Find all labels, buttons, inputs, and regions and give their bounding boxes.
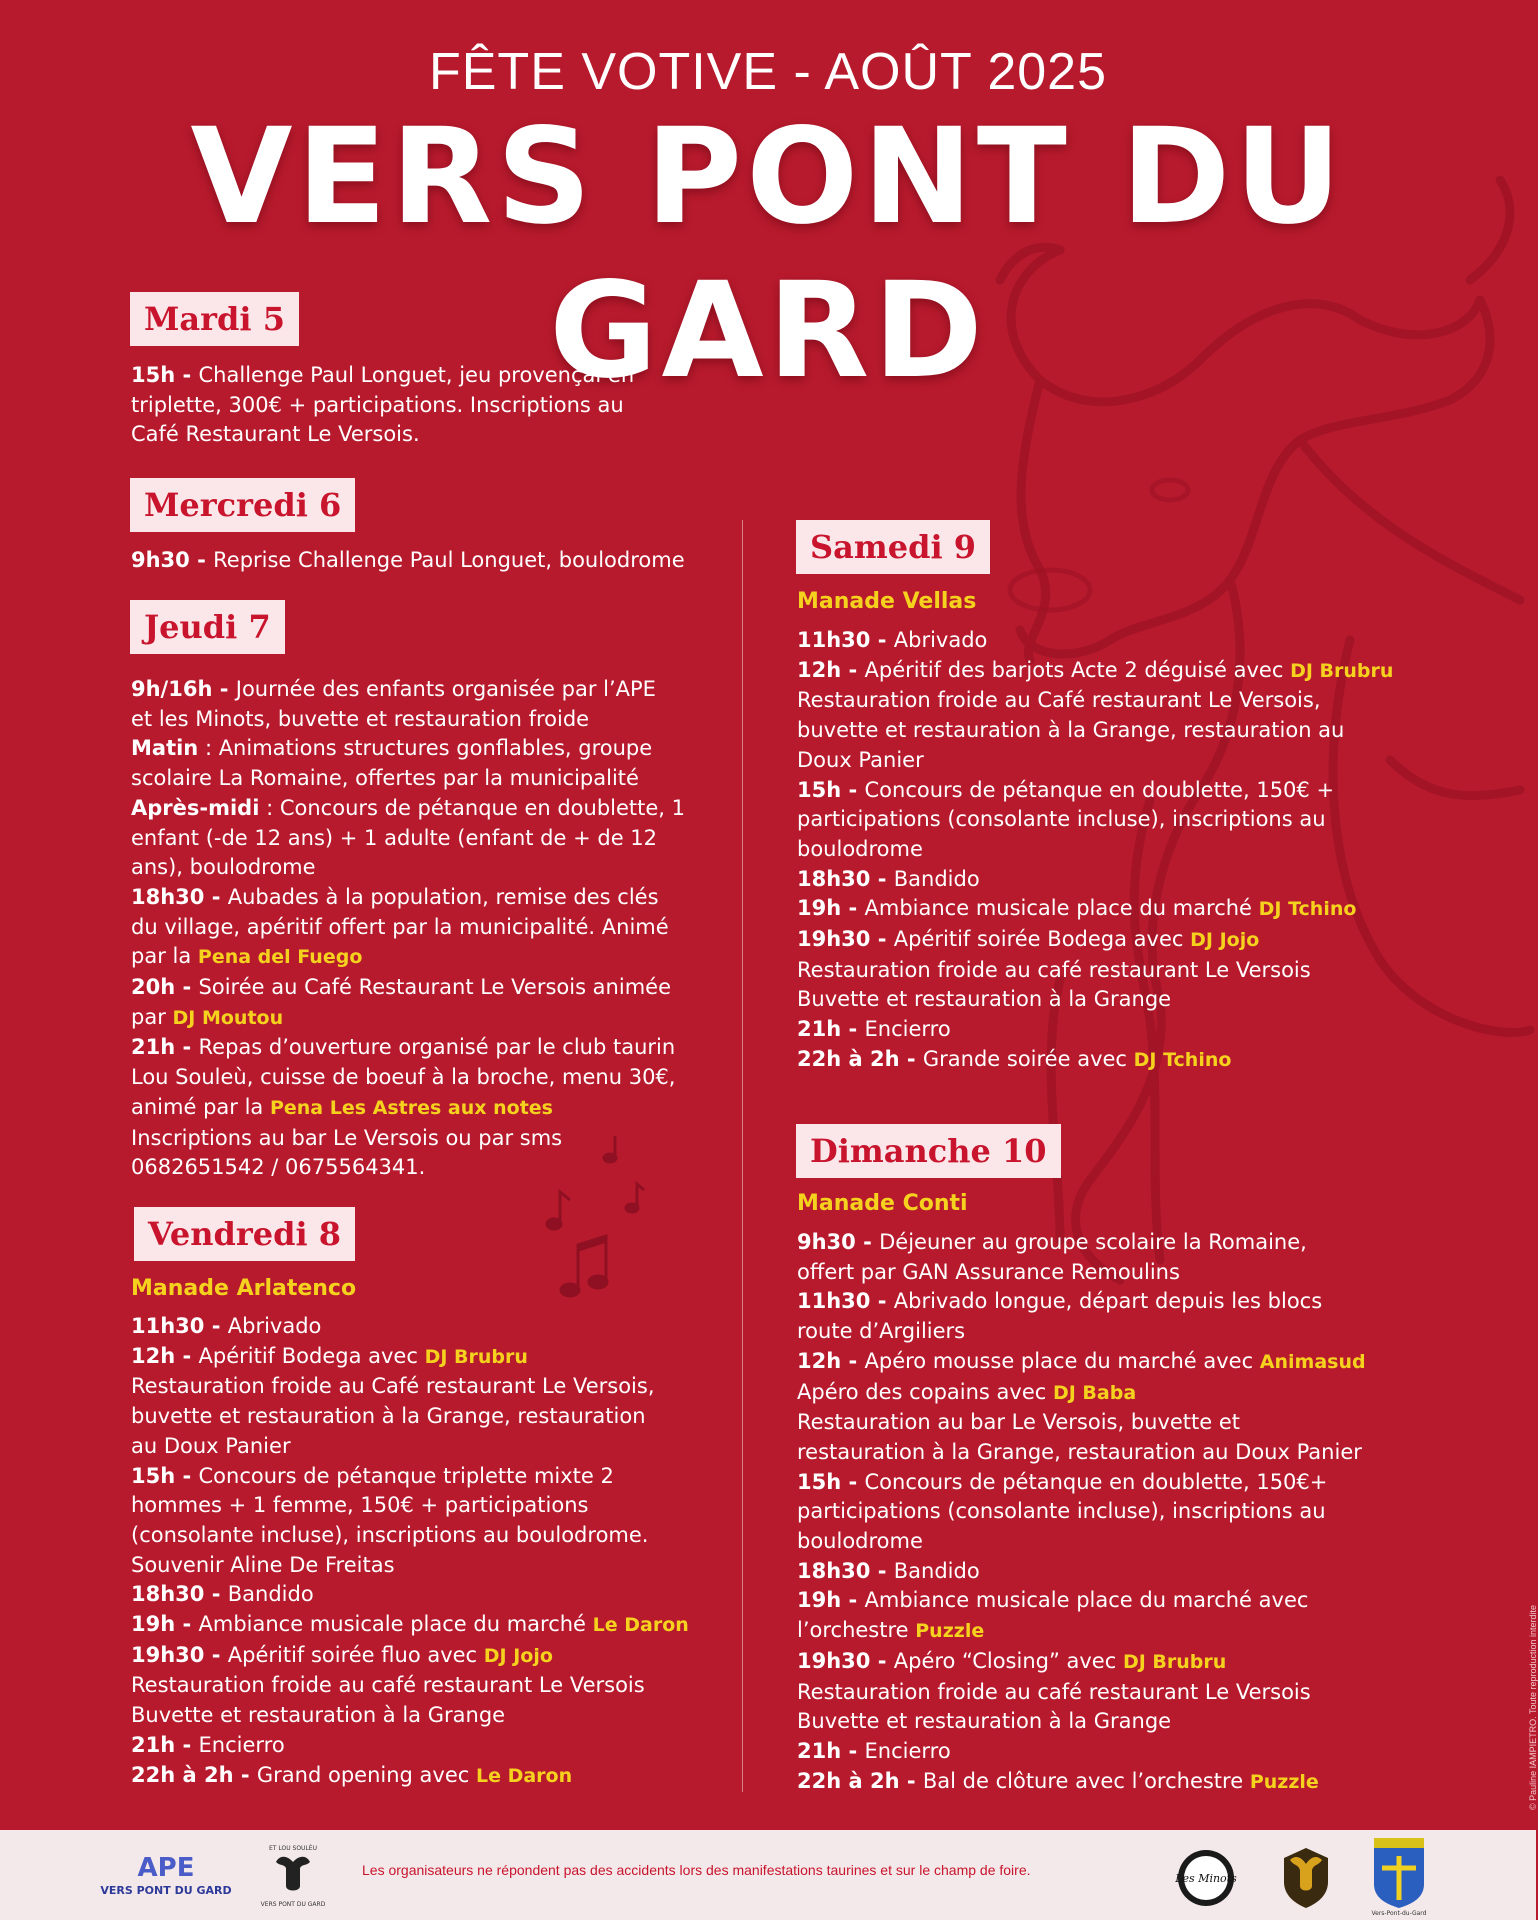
line-text: buvette et restauration à la Grange, restauration — [131, 1404, 646, 1429]
line-text: Aubades à la population, remise des clés — [227, 884, 659, 909]
schedule-dimanche — [797, 1228, 1366, 1797]
club-taurin-logo — [258, 1840, 328, 1912]
line-text: Apéro mousse place du marché avec — [864, 1348, 1260, 1373]
performer-name: Puzzle — [1249, 1770, 1319, 1793]
line-text: Inscriptions au bar Le Versois ou par sms — [131, 1125, 563, 1150]
time-label: 15h - — [797, 1469, 865, 1494]
time-label: 18h30 - — [797, 1558, 894, 1583]
schedule-line — [131, 1372, 689, 1402]
time-label: 21h - — [797, 1738, 865, 1763]
line-text: Buvette et restauration à la Grange — [131, 1703, 506, 1728]
line-text: Ambiance musicale place du marché — [198, 1612, 593, 1637]
schedule-line — [131, 1003, 685, 1034]
event-subtitle: FÊTE VOTIVE - AOÛT 2025 — [428, 43, 1108, 101]
ape-logo — [100, 1848, 232, 1904]
schedule-line — [131, 1033, 685, 1063]
schedule-line — [797, 1497, 1366, 1527]
time-label: 11h30 - — [131, 1314, 228, 1338]
schedule-line — [131, 734, 685, 764]
line-text: Grande soirée avec — [922, 1046, 1134, 1071]
line-text: Reprise Challenge Paul Longuet, boulodrome — [213, 548, 685, 572]
line-text: offert par GAN Assurance Remoulins — [797, 1259, 1180, 1284]
day-label-jeudi: Jeudi 7 — [130, 600, 285, 654]
time-label: 15h - — [797, 777, 865, 802]
schedule-line — [131, 883, 685, 913]
schedule-line — [797, 1678, 1366, 1708]
schedule-line — [797, 1045, 1393, 1076]
club-logo-bottom: VERS PONT DU GARD — [260, 1901, 326, 1908]
line-text: Grand opening avec — [256, 1762, 476, 1787]
performer-name: DJ Tchino — [1133, 1048, 1232, 1071]
schedule-line — [797, 1378, 1366, 1409]
schedule-line — [131, 1521, 689, 1551]
line-text: scolaire La Romaine, offertes par la municipalité — [131, 766, 639, 791]
time-label: 20h - — [131, 975, 199, 1000]
schedule-line — [797, 835, 1393, 865]
schedule-vendredi — [131, 1312, 689, 1791]
schedule-line — [131, 764, 685, 794]
line-text: Bandido — [227, 1582, 314, 1607]
schedule-line — [797, 656, 1393, 687]
time-label: 9h/16h - — [131, 677, 236, 701]
line-text: Ambiance musicale place du marché avec — [864, 1588, 1309, 1613]
line-text: Soirée au Café Restaurant Le Versois animée — [198, 975, 671, 1000]
schedule-line — [797, 1586, 1366, 1616]
time-label: 19h30 - — [797, 1648, 894, 1673]
manade-vendredi: Manade Arlatenco — [131, 1276, 357, 1301]
schedule-line — [797, 686, 1393, 716]
line-text: Concours de pétanque en doublette, 150€ + — [864, 777, 1335, 802]
line-text: Restauration froide au Café restaurant Le Versois, — [131, 1374, 655, 1399]
line-text: Apéritif soirée Bodega avec — [893, 927, 1191, 952]
day-label-mardi: Mardi 5 — [130, 292, 299, 346]
time-label: 22h à 2h - — [797, 1046, 923, 1071]
line-text: Restauration froide au Café restaurant Le Versois, — [797, 688, 1321, 713]
line-text: Buvette et restauration à la Grange — [797, 1709, 1172, 1734]
performer-name: DJ Jojo — [483, 1644, 553, 1667]
line-text: Abrivado — [893, 628, 988, 652]
schedule-line — [131, 824, 685, 854]
time-label: 22h à 2h - — [797, 1768, 923, 1793]
schedule-line — [131, 1402, 689, 1432]
schedule-line — [797, 1527, 1366, 1557]
schedule-line — [131, 705, 685, 735]
line-text: (consolante incluse), inscriptions au boulodrome. — [131, 1522, 649, 1547]
schedule-line — [131, 1491, 689, 1521]
day-label-samedi: Samedi 9 — [796, 520, 990, 574]
schedule-line — [131, 1610, 689, 1641]
line-text: route d’Argiliers — [797, 1319, 966, 1344]
time-label: Matin — [131, 736, 199, 761]
line-text: Ambiance musicale place du marché — [864, 896, 1259, 921]
schedule-mardi — [131, 361, 634, 450]
schedule-line — [797, 1408, 1366, 1438]
schedule-line — [131, 1761, 689, 1792]
schedule-line — [797, 1468, 1366, 1498]
schedule-mercredi — [131, 546, 685, 576]
schedule-line — [131, 1462, 689, 1492]
performer-name: DJ Brubru — [1290, 659, 1394, 682]
line-text: Challenge Paul Longuet, jeu provençal en — [198, 363, 635, 387]
schedule-line — [797, 1647, 1366, 1678]
schedule-line — [797, 1767, 1366, 1798]
event-title: VERS PONT DU GARD — [190, 100, 1346, 408]
line-text: boulodrome — [797, 1529, 923, 1554]
schedule-line — [797, 1317, 1366, 1347]
schedule-line — [131, 913, 685, 943]
performer-name: DJ Jojo — [1190, 929, 1260, 952]
line-text: ans), boulodrome — [131, 855, 316, 880]
schedule-line — [131, 675, 685, 705]
performer-name: DJ Moutou — [172, 1006, 284, 1029]
schedule-line — [131, 1432, 689, 1462]
line-text: Apéritif soirée fluo avec — [227, 1642, 484, 1667]
time-label: 11h30 - — [797, 1289, 894, 1314]
schedule-line — [797, 1616, 1366, 1647]
performer-name: Pena del Fuego — [197, 946, 363, 969]
line-text: Restauration froide au café restaurant Le Versois — [131, 1673, 645, 1698]
footer-bar — [0, 1830, 1536, 1920]
line-text: Apéro des copains avec — [797, 1379, 1053, 1404]
line-text: Encierro — [198, 1732, 285, 1757]
time-label: 19h30 - — [131, 1642, 228, 1667]
schedule-line — [797, 626, 1393, 656]
line-text: Restauration froide au café restaurant Le Versois — [797, 957, 1311, 982]
copyright-credit — [1512, 1560, 1538, 1810]
schedule-line — [797, 776, 1393, 806]
schedule-line — [797, 1737, 1366, 1767]
time-label: 19h - — [797, 896, 865, 921]
line-text: Repas d’ouverture organisé par le club taurin — [198, 1035, 676, 1060]
schedule-line — [797, 1438, 1366, 1468]
time-label: 12h - — [131, 1343, 199, 1368]
town-crest-logo — [1368, 1836, 1430, 1916]
performer-name: Le Daron — [592, 1614, 689, 1637]
schedule-line — [797, 956, 1393, 986]
schedule-line — [797, 985, 1393, 1015]
line-text: Lou Souleù, cuisse de boeuf à la broche, menu 30€, — [131, 1065, 676, 1090]
line-text: Journée des enfants organisée par l’APE — [235, 677, 656, 701]
line-text: par la — [131, 944, 198, 969]
time-label: 18h30 - — [131, 1582, 228, 1607]
ape-logo-text: APE — [137, 1853, 195, 1883]
les-minots-logo — [1160, 1840, 1252, 1912]
line-text: Apéritif des barjots Acte 2 déguisé avec — [864, 657, 1291, 682]
schedule-line — [797, 1228, 1366, 1258]
schedule-line — [131, 361, 634, 391]
line-text: boulodrome — [797, 836, 923, 861]
line-text: hommes + 1 femme, 150€ + participations — [131, 1493, 589, 1518]
performer-name: DJ Brubru — [424, 1345, 528, 1368]
schedule-jeudi — [131, 675, 685, 1183]
schedule-line — [131, 1342, 689, 1373]
line-text: animé par la — [131, 1094, 270, 1119]
schedule-line — [131, 942, 685, 973]
schedule-line — [131, 1641, 689, 1672]
schedule-line — [797, 894, 1393, 925]
line-text: Bandido — [893, 866, 980, 891]
manade-samedi: Manade Vellas — [797, 589, 977, 614]
performer-name: Animasud — [1259, 1350, 1366, 1373]
schedule-line — [797, 1015, 1393, 1045]
schedule-line — [131, 1731, 689, 1761]
time-label: 11h30 - — [797, 628, 894, 652]
line-text: par — [131, 1004, 173, 1029]
schedule-line — [797, 1557, 1366, 1587]
line-text: enfant (-de 12 ans) + 1 adulte (enfant de + de 12 — [131, 825, 658, 850]
line-text: Restauration au bar Le Versois, buvette et — [797, 1410, 1241, 1435]
performer-name: Le Daron — [475, 1764, 573, 1787]
line-text: Concours de pétanque en doublette, 150€+ — [864, 1469, 1328, 1494]
time-label: 15h - — [131, 363, 199, 387]
schedule-line — [131, 973, 685, 1003]
schedule-line — [797, 925, 1393, 956]
time-label: 19h30 - — [797, 927, 894, 952]
time-label: 21h - — [797, 1017, 865, 1042]
day-label-mercredi: Mercredi 6 — [130, 478, 355, 532]
line-text: : Concours de pétanque en doublette, 1 — [259, 795, 686, 820]
town-crest-text: Vers-Pont-du-Gard — [1371, 1910, 1427, 1917]
schedule-line — [131, 1671, 689, 1701]
line-text: triplette, 300€ + participations. Inscriptions au — [131, 392, 624, 417]
line-text: Encierro — [864, 1738, 951, 1763]
time-label: 12h - — [797, 657, 865, 682]
schedule-samedi — [797, 626, 1393, 1076]
music-notes-icon — [540, 1140, 660, 1300]
line-text: Buvette et restauration à la Grange — [797, 987, 1172, 1012]
line-text: Doux Panier — [797, 747, 924, 772]
schedule-line — [131, 1580, 689, 1610]
time-label: 21h - — [131, 1732, 199, 1757]
line-text: Déjeuner au groupe scolaire la Romaine, — [879, 1230, 1307, 1254]
day-label-vendredi: Vendredi 8 — [134, 1207, 355, 1261]
schedule-line — [131, 391, 634, 421]
line-text: participations (consolante incluse), inscriptions au — [797, 807, 1326, 832]
schedule-line — [131, 546, 685, 576]
line-text: 0682651542 / 0675564341. — [131, 1155, 426, 1180]
line-text: : Animations structures gonflables, groupe — [198, 736, 653, 761]
bull-club-logo — [1276, 1842, 1336, 1910]
schedule-line — [797, 1707, 1366, 1737]
line-text: Encierro — [864, 1017, 951, 1042]
schedule-line — [131, 420, 634, 450]
schedule-line — [797, 1287, 1366, 1317]
club-logo-top: ET LOU SOULÈU — [269, 1845, 317, 1852]
schedule-line — [131, 853, 685, 883]
copyright-text: © Pauline IAMPIETRO. Toute reproduction interdite — [1528, 1604, 1538, 1810]
schedule-line — [131, 1093, 685, 1124]
time-label: 18h30 - — [131, 884, 228, 909]
time-label: 9h30 - — [131, 548, 214, 572]
line-text: Concours de pétanque triplette mixte 2 — [198, 1463, 614, 1488]
schedule-line — [797, 1258, 1366, 1288]
time-label: 18h30 - — [797, 866, 894, 891]
line-text: buvette et restauration à la Grange, restauration au — [797, 718, 1345, 743]
schedule-line — [797, 1347, 1366, 1378]
schedule-line — [131, 1551, 689, 1581]
schedule-line — [131, 1701, 689, 1731]
ape-logo-sub: VERS PONT DU GARD — [100, 1884, 232, 1897]
line-text: Apéritif Bodega avec — [198, 1343, 425, 1368]
line-text: restauration à la Grange, restauration au Doux Panier — [797, 1439, 1362, 1464]
line-text: et les Minots, buvette et restauration froide — [131, 706, 590, 731]
time-label: 22h à 2h - — [131, 1762, 257, 1787]
schedule-line — [131, 794, 685, 824]
schedule-line — [797, 746, 1393, 776]
line-text: au Doux Panier — [131, 1433, 291, 1458]
line-text: Abrivado longue, départ depuis les blocs — [893, 1289, 1323, 1314]
time-label: 15h - — [131, 1463, 199, 1488]
minots-logo-text: Les Minots — [1175, 1872, 1237, 1885]
line-text: Café Restaurant Le Versois. — [131, 422, 420, 447]
performer-name: Puzzle — [915, 1620, 985, 1643]
schedule-line — [131, 1312, 689, 1342]
time-label: Après-midi — [131, 795, 260, 820]
line-text: Bandido — [893, 1558, 980, 1583]
schedule-line — [797, 805, 1393, 835]
performer-name: DJ Baba — [1052, 1381, 1137, 1404]
disclaimer-text: Les organisateurs ne répondent pas des accidents lors des manifestations taurines et sur le champ de foire. — [362, 1862, 1031, 1878]
line-text: l’orchestre — [797, 1618, 916, 1643]
performer-name: DJ Brubru — [1122, 1650, 1227, 1673]
line-text: Apéro “Closing” avec — [893, 1648, 1123, 1673]
time-label: 9h30 - — [797, 1230, 880, 1254]
line-text: Restauration froide au café restaurant Le Versois — [797, 1679, 1311, 1704]
line-text: Souvenir Aline De Freitas — [131, 1552, 395, 1577]
performer-name: Pena Les Astres aux notes — [269, 1096, 553, 1119]
column-divider — [742, 520, 743, 1792]
day-label-dimanche: Dimanche 10 — [796, 1124, 1061, 1178]
time-label: 12h - — [797, 1348, 865, 1373]
line-text: Bal de clôture avec l’orchestre — [922, 1768, 1250, 1793]
time-label: 19h - — [797, 1588, 865, 1613]
performer-name: DJ Tchino — [1258, 898, 1357, 921]
line-text: du village, apéritif offert par la municipalité. Animé — [131, 914, 669, 939]
time-label: 21h - — [131, 1035, 199, 1060]
line-text: participations (consolante incluse), inscriptions au — [797, 1499, 1326, 1524]
line-text: Abrivado — [227, 1314, 322, 1338]
schedule-line — [797, 716, 1393, 746]
manade-dimanche: Manade Conti — [797, 1191, 968, 1216]
time-label: 19h - — [131, 1612, 199, 1637]
schedule-line — [131, 1063, 685, 1093]
schedule-line — [797, 865, 1393, 895]
